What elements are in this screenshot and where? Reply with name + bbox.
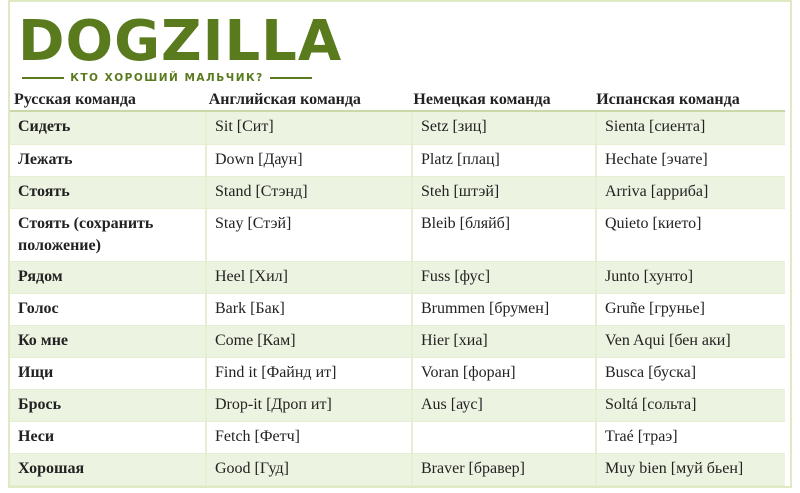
cell-russian: Голос [10,293,206,325]
table-row [10,176,785,208]
cell-spanish: Quieto [киeто] [596,208,785,261]
cell-spanish: Soltá [сольта] [596,389,785,421]
cell-german: Braver [бравер] [412,453,596,485]
cell-russian: Сидеть [10,112,206,144]
cell-english: Fetch [Фетч] [206,421,412,453]
cell-spanish: Sienta [сиента] [596,112,785,144]
cell-spanish: Hechate [эчате] [596,144,785,176]
header-german: Немецкая команда [413,91,551,108]
cell-german: Bleib [бляйб] [412,208,596,261]
cell-spanish: Gruñe [грунье] [596,293,785,325]
header-english: Английская команда [208,91,361,108]
cell-russian: Ищи [10,357,206,389]
cell-german: Aus [аус] [412,389,596,421]
table-row [10,261,785,293]
cell-german: Hier [хиа] [412,325,596,357]
header-spanish: Испанская команда [596,91,740,108]
cell-english: Stay [Стэй] [206,208,412,261]
cell-spanish: Ven Aqui [бен аки] [596,325,785,357]
table-row [10,389,785,421]
table-row [10,421,785,453]
cell-spanish: Traé [траэ] [596,421,785,453]
cell-english: Find it [Файнд ит] [206,357,412,389]
table-row [10,453,785,485]
cell-english: Heel [Хил] [206,261,412,293]
cell-english: Stand [Стэнд] [206,176,412,208]
logo-tagline-row [22,70,312,86]
cell-russian: Лежать [10,144,206,176]
cell-russian: Стоять [10,176,206,208]
cell-spanish: Arriva [арриба] [596,176,785,208]
cell-english: Come [Кам] [206,325,412,357]
tagline-right-rule [270,77,312,79]
tagline-left-rule [22,77,64,79]
table-header-row [14,90,784,110]
cell-russian: Ко мне [10,325,206,357]
cell-russian: Хорошая [10,453,206,485]
cell-german [412,421,596,453]
table-row [10,293,785,325]
table-row [10,357,785,389]
header-russian: Русская команда [14,91,136,108]
cell-german: Steh [штэй] [412,176,596,208]
cell-english: Drop-it [Дроп ит] [206,389,412,421]
cell-german: Fuss [фус] [412,261,596,293]
cell-english: Good [Гуд] [206,453,412,485]
cell-russian: Стоять (сохранить положение) [10,208,206,261]
cell-russian: Брось [10,389,206,421]
table-row [10,112,785,144]
table-row [10,144,785,176]
cell-spanish: Junto [хунто] [596,261,785,293]
cell-russian: Рядом [10,261,206,293]
cell-german: Brummen [брумен] [412,293,596,325]
cell-german: Voran [форан] [412,357,596,389]
logo-tagline: КТО ХОРОШИЙ МАЛЬЧИК? [70,72,264,84]
cell-russian: Неси [10,421,206,453]
dogzilla-logo [16,4,343,88]
cell-spanish: Muy bien [муй бьен] [596,453,785,485]
commands-table [10,112,785,486]
logo-wordmark: DOGZILLA [18,9,343,74]
cell-english: Sit [Сит] [206,112,412,144]
cell-english: Down [Даун] [206,144,412,176]
cell-german: Platz [плац] [412,144,596,176]
cell-german: Setz [зиц] [412,112,596,144]
cell-english: Bark [Бак] [206,293,412,325]
table-row [10,325,785,357]
table-row [10,208,785,261]
cell-spanish: Busca [буска] [596,357,785,389]
